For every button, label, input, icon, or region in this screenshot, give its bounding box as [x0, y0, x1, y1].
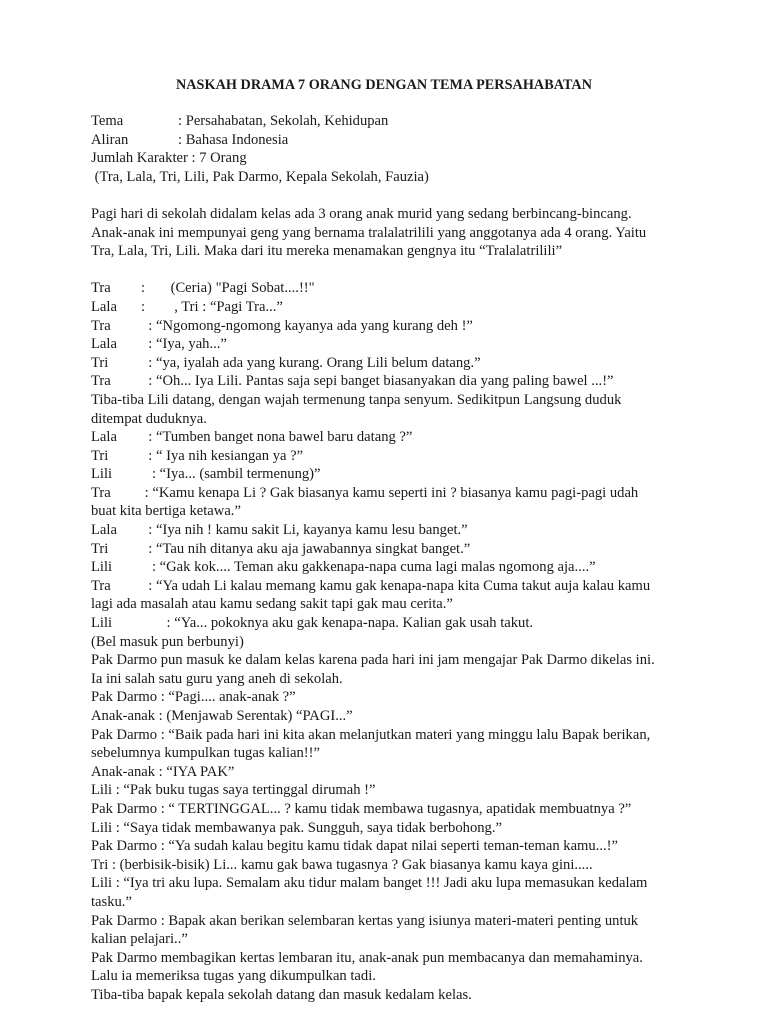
intro-line: Pagi hari di sekolah didalam kelas ada 3 orang anak murid yang sedang berbincang-bincang.: [91, 205, 632, 222]
dialogue-line: [91, 298, 691, 317]
meta-value: : Bahasa Indonesia: [178, 131, 289, 148]
scene-line: Pak Darmo membagikan kertas lembaran itu, anak-anak pun membacanya dan memahaminya.: [91, 949, 643, 966]
speaker: Tri: [91, 540, 109, 557]
meta-genre: [91, 131, 691, 150]
meta-key: Aliran: [91, 131, 129, 148]
scene-line: Pak Darmo : “Pagi.... anak-anak ?”: [91, 689, 296, 706]
dialogue-text: : “Kamu kenapa Li ? Gak biasanya kamu seperti ini ? biasanya kamu pagi-pagi udah: [141, 484, 639, 501]
document-body: [91, 112, 691, 1005]
dialogue-line: [91, 558, 691, 577]
speaker: Lili: [91, 466, 113, 483]
speaker: Lala: [91, 298, 117, 315]
speaker: Lili: [91, 559, 113, 576]
character-count: Jumlah Karakter : 7 Orang: [91, 150, 247, 167]
meta-theme: [91, 112, 691, 131]
speaker: Lala: [91, 522, 117, 539]
speaker: Tra: [91, 577, 111, 594]
scene-line: sebelumnya kumpulkan tugas kalian!!”: [91, 745, 320, 762]
speaker: Tra: [91, 484, 111, 501]
scene-line: Tiba-tiba bapak kepala sekolah datang dan masuk kedalam kelas.: [91, 986, 472, 1003]
character-list: (Tra, Lala, Tri, Lili, Pak Darmo, Kepala Sekolah, Fauzia): [91, 168, 429, 185]
scene-line: kalian pelajari..”: [91, 931, 188, 948]
narration-line: Tiba-tiba Lili datang, dengan wajah termenung tanpa senyum. Sedikitpun Langsung duduk: [91, 391, 622, 408]
scene-line: Pak Darmo : Bapak akan berikan selembaran kertas yang isiunya materi-materi penting untuk: [91, 912, 639, 929]
speaker: Tra: [91, 317, 111, 334]
scene-line: Lili : “Iya tri aku lupa. Semalam aku tidur malam banget !!! Jadi aku lupa memasukan kedalam: [91, 875, 648, 892]
dialogue-text: : “Tau nih ditanya aku aja jawabannya singkat banget.”: [141, 540, 471, 557]
document-title: NASKAH DRAMA 7 ORANG DENGAN TEMA PERSAHABATAN: [175, 77, 593, 93]
dialogue-text: : “Ngomong-ngomong kayanya ada yang kurang deh !”: [141, 317, 473, 334]
scene-line: Pak Darmo : “ TERTINGGAL... ? kamu tidak membawa tugasnya, apatidak membuatnya ?”: [91, 800, 632, 817]
scene-line: Anak-anak : (Menjawab Serentak) “PAGI...”: [91, 708, 353, 724]
dialogue-text: : “Gak kok.... Teman aku gakkenapa-napa cuma lagi malas ngomong aja....”: [141, 559, 596, 576]
dialogue-line: [91, 540, 691, 559]
dialogue-text: : “Iya nih ! kamu sakit Li, kayanya kamu lesu banget.”: [141, 522, 468, 539]
dialogue-text: : “Tumben banget nona bawel baru datang ?”: [141, 429, 413, 446]
dialogue-text: : , Tri : “Pagi Tra...”: [141, 298, 283, 315]
speaker: Lala: [91, 336, 117, 353]
intro-line: Anak-anak ini mempunyai geng yang bernama tralalatrilili yang anggotanya ada 4 orang. Yaitu: [91, 224, 647, 241]
dialogue-line-wrapped: [91, 484, 691, 521]
speaker: Tri: [91, 354, 109, 371]
scene-line: tasku.”: [91, 893, 132, 910]
dialogue-line: [91, 428, 691, 447]
dialogue-text: : “Ya... pokoknya aku gak kenapa-napa. Kalian gak usah takut.: [141, 615, 534, 632]
dialogue-text: : “ya, iyalah ada yang kurang. Orang Lili belum datang.”: [141, 354, 481, 371]
meta-value: : Persahabatan, Sekolah, Kehidupan: [178, 113, 389, 129]
dialogue-continuation: buat kita bertiga ketawa.”: [91, 503, 241, 520]
speaker: Lala: [91, 429, 117, 446]
narration-line: ditempat duduknya.: [91, 410, 207, 427]
speaker: Tri: [91, 447, 109, 464]
scene-line: Lalu ia memeriksa tugas yang dikumpulkan tadi.: [91, 968, 376, 985]
speaker: Tra: [91, 280, 111, 297]
dialogue-text: : “Iya... (sambil termenung)”: [141, 466, 321, 483]
dialogue-text: : “ Iya nih kesiangan ya ?”: [141, 447, 304, 464]
scene-line: Pak Darmo : “Ya sudah kalau begitu kamu tidak dapat nilai seperti teman-teman kamu...!”: [91, 838, 618, 855]
meta-key: Tema: [91, 113, 124, 129]
dialogue-line: [91, 317, 691, 336]
dialogue-line: [91, 335, 691, 354]
dialogue-text: : (Ceria) "Pagi Sobat....!!": [141, 280, 315, 297]
dialogue-line-wrapped: [91, 577, 691, 614]
scene-line: Ia ini salah satu guru yang aneh di sekolah.: [91, 670, 343, 687]
speaker: Tra: [91, 373, 111, 390]
dialogue-line: [91, 614, 691, 633]
intro-line: Tra, Lala, Tri, Lili. Maka dari itu mereka menamakan gengnya itu “Tralalatrilili”: [91, 243, 563, 260]
scene-line: Lili : “Pak buku tugas saya tertinggal dirumah !”: [91, 782, 376, 799]
dialogue-line: [91, 521, 691, 540]
dialogue-line: [91, 372, 691, 391]
dialogue-line: [91, 354, 691, 373]
dialogue-text: : “Oh... Iya Lili. Pantas saja sepi banget biasanyakan dia yang paling bawel ...!”: [141, 373, 614, 390]
dialogue-line: [91, 465, 691, 484]
dialogue-text: : “Iya, yah...”: [141, 336, 227, 353]
scene-line: (Bel masuk pun berbunyi): [91, 633, 244, 650]
scene-line: Lili : “Saya tidak membawanya pak. Sungguh, saya tidak berbohong.”: [91, 819, 502, 836]
scene-line: Tri : (berbisik-bisik) Li... kamu gak bawa tugasnya ? Gak biasanya kamu kaya gini.....: [91, 856, 593, 873]
dialogue-line: [91, 447, 691, 466]
scene-line: Anak-anak : “IYA PAK”: [91, 763, 235, 780]
scene-line: Pak Darmo : “Baik pada hari ini kita akan melanjutkan materi yang minggu lalu Bapak berikan,: [91, 726, 651, 743]
dialogue-line: [91, 279, 691, 298]
scene-line: Pak Darmo pun masuk ke dalam kelas karena pada hari ini jam mengajar Pak Darmo dikelas ini.: [91, 652, 655, 669]
speaker: Lili: [91, 615, 113, 632]
dialogue-text: : “Ya udah Li kalau memang kamu gak kenapa-napa kita Cuma takut auja kalau kamu: [141, 577, 651, 594]
dialogue-continuation: lagi ada masalah atau kamu sedang sakit tapi gak mau cerita.”: [91, 596, 453, 613]
